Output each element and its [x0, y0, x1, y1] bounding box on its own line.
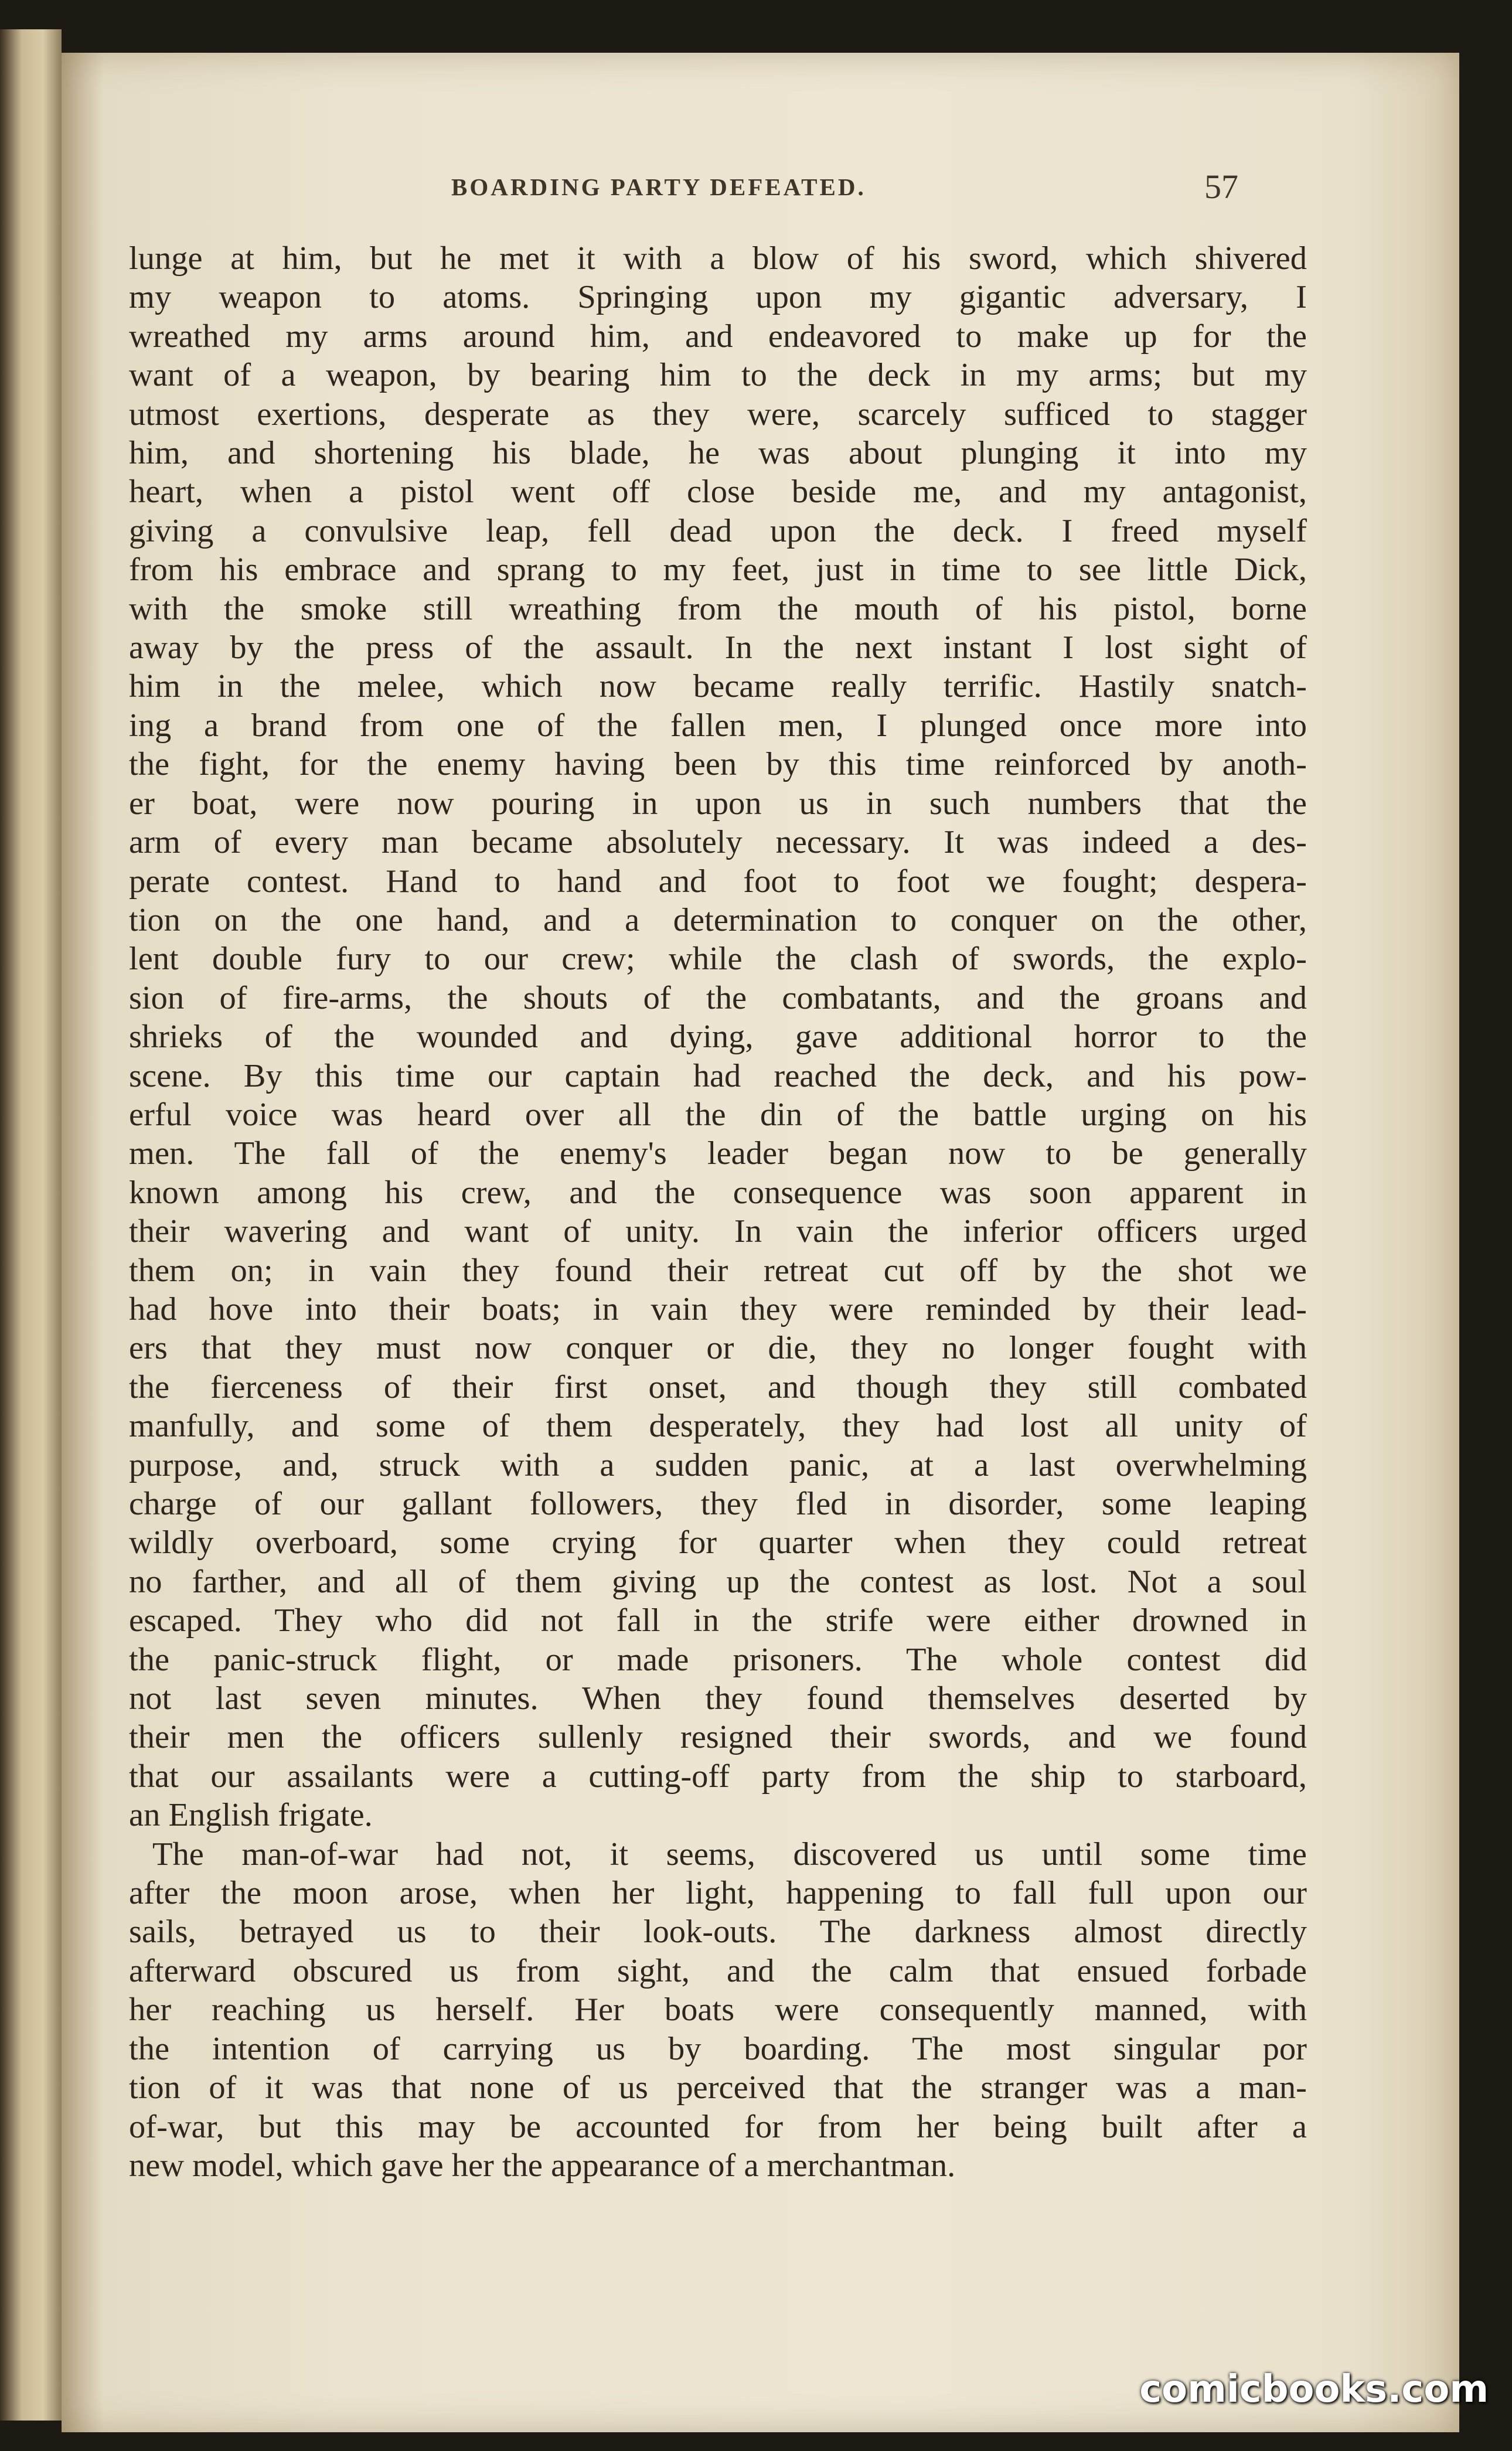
text-line: them on; in vain they found their retreat cut off by the shot we: [129, 1252, 1307, 1289]
paragraph-2: [129, 1835, 1307, 2186]
text-line: had hove into their boats; in vain they were reminded by their lead-: [129, 1291, 1307, 1327]
text-line: manfully, and some of them desperately, they had lost all unity of: [129, 1408, 1307, 1445]
text-line: tion of it was that none of us perceived that the stranger was a man-: [129, 2069, 1307, 2106]
text-line: their wavering and want of unity. In vain the inferior officers urged: [129, 1213, 1307, 1250]
watermark: comicbooks.com: [1139, 2368, 1489, 2411]
text-line: my weapon to atoms. Springing upon my gigantic adversary, I: [129, 279, 1307, 316]
text-line: that our assailants were a cutting-off party from the ship to starboard,: [129, 1758, 1307, 1795]
text-line: escaped. They who did not fall in the strife were either drowned in: [129, 1602, 1307, 1639]
text-line: perate contest. Hand to hand and foot to foot we fought; despera-: [129, 863, 1307, 900]
text-line: The man-of-war had not, it seems, discovered us until some time: [152, 1836, 1307, 1873]
text-line: their men the officers sullenly resigned their swords, and we found: [129, 1719, 1307, 1756]
text-line: new model, which gave her the appearance of a merchantman.: [129, 2147, 956, 2184]
text-line: the fight, for the enemy having been by this time reinforced by anoth-: [129, 746, 1307, 783]
page-number: 57: [1204, 168, 1238, 206]
text-line: purpose, and, struck with a sudden panic, at a last overwhelming: [129, 1446, 1307, 1483]
text-line: sion of fire-arms, the shouts of the combatants, and the groans and: [129, 979, 1307, 1016]
text-line: the panic-struck flight, or made prisoners. The whole contest did: [129, 1641, 1307, 1678]
text-line: with the smoke still wreathing from the mouth of his pistol, borne: [129, 590, 1307, 627]
running-head: [62, 167, 1459, 214]
text-line: afterward obscured us from sight, and the calm that ensued forbade: [129, 1952, 1307, 1989]
text-line: charge of our gallant followers, they fled in disorder, some leaping: [129, 1486, 1307, 1522]
text-line: sails, betrayed us to their look-outs. The darkness almost directly: [129, 1914, 1307, 1950]
text-line: men. The fall of the enemy's leader began now to be generally: [129, 1135, 1307, 1172]
text-line: him in the melee, which now became really terrific. Hastily snatch-: [129, 668, 1307, 705]
text-line: er boat, were now pouring in upon us in such numbers that the: [129, 785, 1307, 822]
text-line: after the moon arose, when her light, happening to fall full upon our: [129, 1875, 1307, 1912]
text-line: utmost exertions, desperate as they were, scarcely sufficed to stagger: [129, 396, 1307, 433]
text-line: ing a brand from one of the fallen men, I plunged once more into: [129, 707, 1307, 744]
text-line: wildly overboard, some crying for quarter when they could retreat: [129, 1524, 1307, 1561]
text-line: shrieks of the wounded and dying, gave additional horror to the: [129, 1019, 1307, 1056]
text-line: of-war, but this may be accounted for from her being built after a: [129, 2108, 1307, 2145]
book-page: [62, 53, 1459, 2432]
text-line: lunge at him, but he met it with a blow of his sword, which shivered: [129, 240, 1307, 277]
text-line: known among his crew, and the consequence was soon apparent in: [129, 1174, 1307, 1211]
text-line: arm of every man became absolutely necessary. It was indeed a des-: [129, 824, 1307, 861]
previous-page-edge: [0, 29, 62, 2421]
text-line: tion on the one hand, and a determination to conquer on the other,: [129, 901, 1307, 938]
text-line: erful voice was heard over all the din of the battle urging on his: [129, 1096, 1307, 1133]
text-line: an English frigate.: [129, 1797, 373, 1834]
text-line: no farther, and all of them giving up the contest as lost. Not a soul: [129, 1563, 1307, 1600]
text-line: not last seven minutes. When they found themselves deserted by: [129, 1680, 1307, 1717]
text-line: away by the press of the assault. In the next instant I lost sight of: [129, 629, 1307, 666]
paragraph-1: [129, 239, 1307, 1835]
text-line: the fierceness of their first onset, and though they still combated: [129, 1369, 1307, 1405]
running-title: BOARDING PARTY DEFEATED.: [451, 173, 866, 200]
text-line: heart, when a pistol went off close beside me, and my antagonist,: [129, 474, 1307, 510]
text-line: ers that they must now conquer or die, they no longer fought with: [129, 1330, 1307, 1367]
body-text: [129, 239, 1307, 2185]
text-line: lent double fury to our crew; while the clash of swords, the explo-: [129, 941, 1307, 978]
text-line: giving a convulsive leap, fell dead upon the deck. I freed myself: [129, 512, 1307, 549]
text-line: her reaching us herself. Her boats were consequently manned, with: [129, 1992, 1307, 2028]
text-line: the intention of carrying us by boarding. The most singular por: [129, 2030, 1307, 2067]
text-line: scene. By this time our captain had reached the deck, and his pow-: [129, 1057, 1307, 1094]
text-line: from his embrace and sprang to my feet, just in time to see little Dick,: [129, 552, 1307, 588]
text-line: him, and shortening his blade, he was about plunging it into my: [129, 435, 1307, 472]
text-line: wreathed my arms around him, and endeavored to make up for the: [129, 318, 1307, 355]
text-line: want of a weapon, by bearing him to the deck in my arms; but my: [129, 357, 1307, 394]
